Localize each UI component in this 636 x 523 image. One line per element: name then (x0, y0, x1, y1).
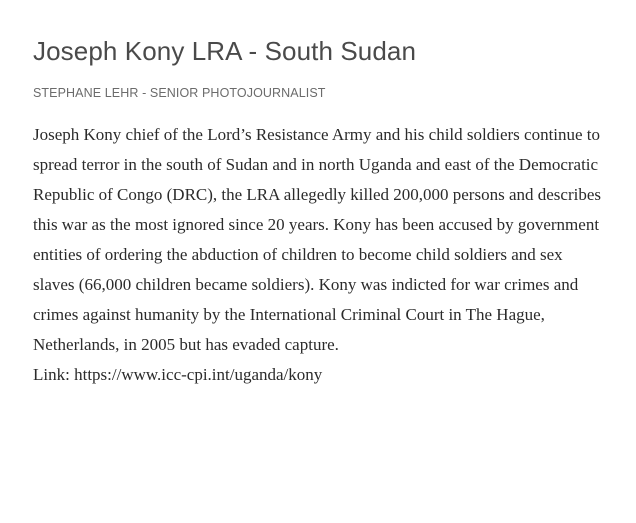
article-body (33, 120, 603, 390)
article-link[interactable]: https://www.icc-cpi.int/uganda/kony (74, 365, 323, 384)
link-line (33, 360, 603, 390)
article-byline: STEPHANE LEHR - SENIOR PHOTOJOURNALIST (33, 86, 326, 100)
article (33, 34, 603, 390)
article-paragraph: Joseph Kony chief of the Lord’s Resistance Army and his child soldiers continue to spread terror in the south of Sudan and in north Uganda and east of the Democratic Republic of Congo (DRC), the LRA allegedly killed 200,000 persons and describes this war as the most ignored since 20 years. Kony has been accused by government entities of ordering the abduction of children to become child soldiers and sex slaves (66,000 children became soldiers). Kony was indicted for war crimes and crimes against humanity by the International Criminal Court in The Hague, Netherlands, in 2005 but has evaded capture. (33, 125, 601, 354)
link-label: Link: (33, 365, 70, 384)
article-title: Joseph Kony LRA - South Sudan (33, 36, 417, 66)
